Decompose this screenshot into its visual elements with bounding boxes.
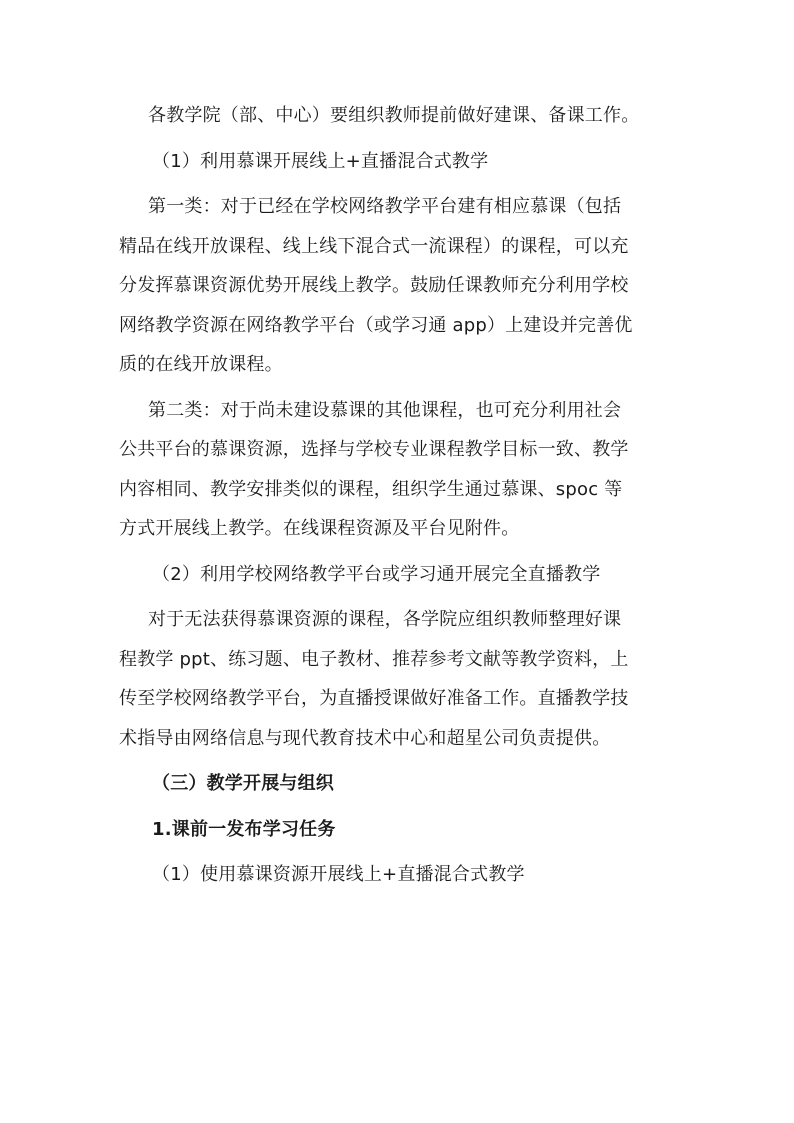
paragraph-category-two (119, 391, 675, 549)
subheading-text: （1）使用慕课资源开展线上+直播混合式教学 (152, 864, 525, 885)
document-body (119, 96, 675, 895)
paragraph-line: 分发挥慕课资源优势开展线上教学。鼓励任课教师充分利用学校 (119, 275, 629, 296)
section-heading-text: 1.课前一发布学习任务 (152, 818, 336, 840)
paragraph-line: 对于无法获得慕课资源的课程，各学院应组织教师整理好课 (148, 609, 622, 630)
paragraph-course-preparation (119, 96, 675, 136)
section-heading-text: （三）教学开展与组织 (152, 773, 334, 794)
paragraph-line: 程教学 ppt、练习题、电子教材、推荐参考文献等教学资料，上 (119, 648, 629, 670)
section-heading-teaching-organization (119, 764, 675, 804)
subheading-use-mooc (119, 855, 675, 895)
subheading-text: （2）利用学校网络教学平台或学习通开展完全直播教学 (152, 563, 601, 585)
subheading-live-teaching (119, 555, 675, 595)
subheading-text: （1）利用慕课开展线上+直播混合式教学 (152, 150, 489, 172)
paragraph-line: 传至学校网络教学平台，为直播授课做好准备工作。直播教学技 (119, 688, 629, 709)
paragraph-line: 精品在线开放课程、线上线下混合式一流课程）的课程，可以充 (119, 235, 629, 257)
paragraph-line: 术指导由网络信息与现代教育技术中心和超星公司负责提供。 (119, 727, 611, 749)
paragraph-line: 内容相同、教学安排类似的课程，组织学生通过慕课、spoc 等 (119, 478, 623, 500)
subheading-mooc-hybrid (119, 142, 675, 182)
paragraph-line: 第一类：对于已经在学校网络教学平台建有相应慕课（包括 (148, 196, 622, 217)
section-heading-pre-class (119, 810, 675, 850)
paragraph-line: 第二类：对于尚未建设慕课的其他课程，也可充分利用社会 (148, 399, 622, 421)
paragraph-line: 网络教学资源在网络教学平台（或学习通 app）上建设并完善优 (119, 314, 633, 336)
paragraph-line: 公共平台的慕课资源，选择与学校专业课程教学目标一致、教学 (119, 439, 629, 460)
paragraph-line: 质的在线开放课程。 (119, 354, 283, 375)
paragraph-no-mooc (119, 600, 675, 758)
paragraph-category-one (119, 187, 675, 385)
paragraph-text: 各教学院（部、中心）要组织教师提前做好建课、备课工作。 (148, 105, 640, 126)
paragraph-line: 方式开展线上教学。在线课程资源及平台见附件。 (119, 518, 520, 539)
